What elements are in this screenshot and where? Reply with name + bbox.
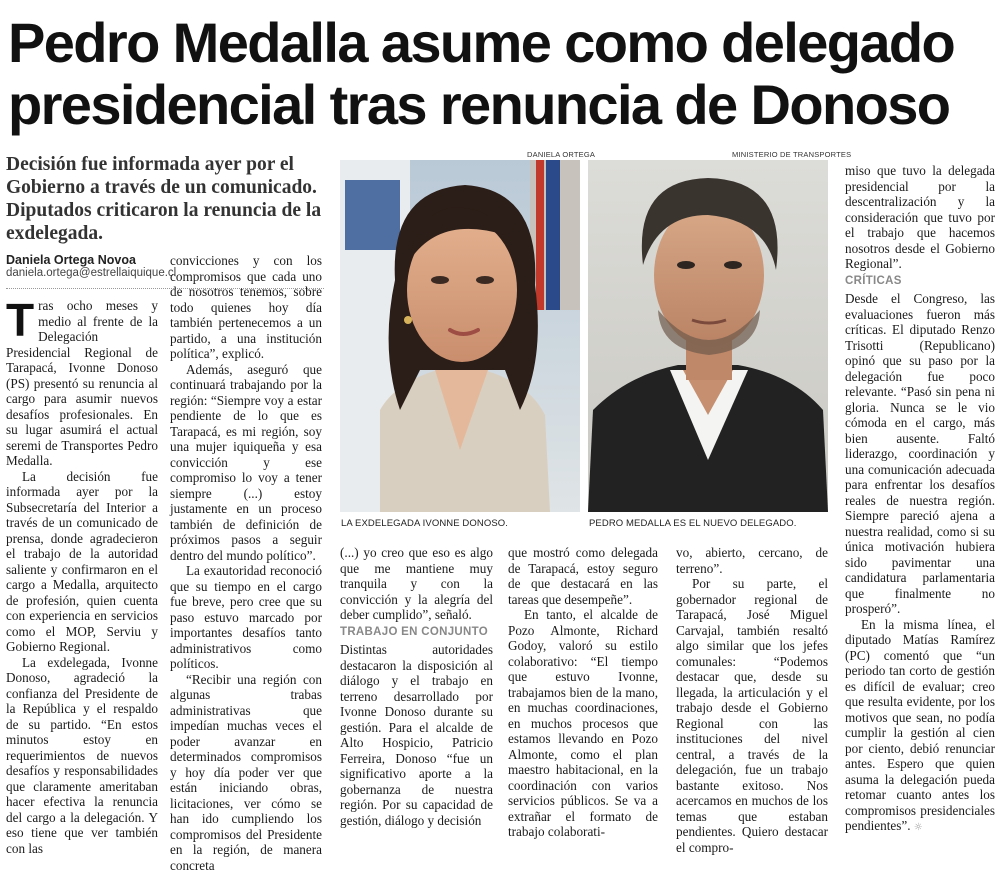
paragraph-text: que mostró como delegada de Tarapacá, estoy seguro de que destacará en las tareas que desempeñe”. <box>508 545 658 607</box>
article-paragraph <box>6 298 158 469</box>
paragraph-text: miso que tuvo la delegada presidencial por la descentralización y la consideración que tuvo por el trabajo que hacemos nosotros desde el Gobierno Regional”. <box>845 163 995 271</box>
paragraph-text: La exautoridad reconoció que su tiempo en el cargo fue breve, pero cree que su paso estuvo marcado por importantes desafíos tanto administrativos como políticos. <box>170 563 322 671</box>
paragraph-text: Distintas autoridades destacaron la disposición al diálogo y el trabajo en terreno desarrollado por Ivonne Donoso durante su gestión. Para el alcalde de Alto Hospicio, Patricio Ferreira, Donoso “fue un significativo aporte a la gobernanza de nuestra región. Por su capacidad de gestión, diálogo y decisión <box>340 642 493 828</box>
portrait-woman-image <box>340 160 580 512</box>
byline-author: Daniela Ortega Novoa <box>6 253 136 267</box>
article-paragraph <box>676 576 828 855</box>
paragraph-text: convicciones y con los compromisos que cada uno de nosotros tenemos, sobre todo quienes hoy día también pertenecemos a un partido, a una institución política”, explicó. <box>170 253 322 361</box>
paragraph-text: La exdelegada, Ivonne Donoso, agradeció la confianza del Presidente de la República y el respaldo de su partido. “En estos minutos estoy en requerimientos de nuevos desafíos y responsabilidades que claramente ameritaban hacer efectiva la renuncia del cargo a la delegación. Y eso tiene que ver también con las <box>6 655 158 856</box>
paragraph-text: (...) yo creo que eso es algo que me mantiene muy tranquila y con la convicción y la alegría del deber cumplido”, señaló. <box>340 545 493 622</box>
paragraph-text: Por su parte, el gobernador regional de Tarapacá, José Miguel Carvajal, también resaltó algo similar que los jefes comunales: “Podemos destacar que, desde su llegada, la articulación y el trabajo desde el Gobierno Regional con las instituciones del nivel central, a través de la delegación, fue un trabajo bastante exitoso. Nos acercamos en muchos de los temas que estaban pendientes. Quiero destacar el compro- <box>676 576 828 855</box>
article-paragraph <box>845 617 995 836</box>
article-paragraph <box>340 642 493 828</box>
article-paragraph <box>340 545 493 623</box>
photo-pedro-medalla <box>588 160 828 512</box>
paragraph-text: La decisión fue informada ayer por la Subsecretaría del Interior a través de un comunicado de prensa, donde agradecieron el trabajo de la autoridad saliente y confirmaron en el cargo a Medalla, arquitecto de profesión, quien cuenta con experiencia en servicios como el MOP, Serviu y Gobierno Regional. <box>6 469 158 655</box>
paragraph-text: En la misma línea, el diputado Matías Ramírez (PC) comentó que “un periodo tan corto de gestión es difícil de evaluar; creo que resulta evidente, por los motivos que sean, no podía cumplir la gestión al cien por ciento, debió renunciar antes. Espero que quien asuma la delegación pueda retomar cuanto antes los compromisos presidenciales pendientes”. <box>845 617 995 834</box>
byline-email[interactable]: daniela.ortega@estrellaiquique.cl <box>6 267 176 279</box>
photo-credit-donoso: DANIELA ORTEGA <box>527 150 595 159</box>
photo-ivonne-donoso <box>340 160 580 512</box>
photo-caption-donoso: LA EXDELEGADA IVONNE DONOSO. <box>341 518 508 529</box>
article-column-3 <box>340 545 493 828</box>
article-column-6 <box>845 163 995 836</box>
paragraph-text: “Recibir una región con algunas trabas administrativas que impedían muchas veces el poder avanzar en determinados compromisos y hoy día poder ver que están iniciando obras, licitaciones, ver cómo se han ido cumpliendo los compromisos del Presidente en la región, de manera concreta <box>170 672 322 873</box>
drop-cap: T <box>6 301 34 339</box>
article-paragraph <box>170 253 322 362</box>
article-column-4 <box>508 545 658 840</box>
paragraph-text: ras ocho meses y medio al frente de la Delegación Presidencial Regional de Tarapacá, Ivonne Donoso (PS) presentó su renuncia al cargo para asumir nuevos desafíos profesionales. En su lugar asumirá el actual seremi de Transportes Pedro Medalla. <box>6 298 158 468</box>
paragraph-text: En tanto, el alcalde de Pozo Almonte, Richard Godoy, valoró su estilo colaborativo: “El tiempo que estuvo Ivonne, trabajamos bien de la mano, en muchas coordinaciones, en muchos procesos que estamos llevando en Pozo Almonte, como el plan maestro habitacional, en la coordinación con varios servicios públicos. Se va a extrañar el formato de trabajo colaborati- <box>508 607 658 839</box>
article-paragraph <box>170 672 322 873</box>
article-paragraph <box>508 607 658 840</box>
article-paragraph <box>6 655 158 857</box>
article-column-5 <box>676 545 828 855</box>
article-paragraph <box>170 362 322 564</box>
article-paragraph <box>845 163 995 272</box>
photo-credit-medalla: MINISTERIO DE TRANSPORTES <box>732 150 851 159</box>
article-column-1 <box>6 298 158 856</box>
portrait-man-image <box>588 160 828 512</box>
headline: Pedro Medalla asume como delegado presidencial tras renuncia de Donoso <box>8 12 998 136</box>
article-paragraph <box>170 563 322 672</box>
article-column-2 <box>170 253 322 873</box>
photo-caption-medalla: PEDRO MEDALLA ES EL NUEVO DELEGADO. <box>589 518 796 529</box>
section-subhead: CRÍTICAS <box>845 274 995 290</box>
section-subhead: TRABAJO EN CONJUNTO <box>340 625 493 641</box>
paragraph-text: Desde el Congreso, las evaluaciones fueron más críticas. El diputado Renzo Trisotti (Republicano) opinó que su paso por la delegación fue poco relevante. “Pasó sin pena ni gloria. Nunca se le vio cómoda en el cargo, más bien ausente. Faltó liderazgo, coordinación y una comunicación adecuada para enfrentar los desafíos reales de nuestra región. Siempre pareció ajena a nuestra realidad, como si su única motivación hubiera sido pavimentar una candidatura parlamentaria que finalmente no prosperó”. <box>845 291 995 616</box>
end-mark-icon: ☼ <box>911 822 923 833</box>
article-paragraph <box>845 291 995 617</box>
deck-subtitle: Decisión fue informada ayer por el Gobierno a través de un comunicado. Diputados criticaron la renuncia de la exdelegada. <box>6 153 326 245</box>
paragraph-text: vo, abierto, cercano, de terreno”. <box>676 545 828 576</box>
article-paragraph <box>6 469 158 655</box>
article-paragraph <box>676 545 828 576</box>
paragraph-text: Además, aseguró que continuará trabajando por la región: “Siempre voy a estar pendiente de lo que es Tarapacá, es mi región, soy una mujer iquiqueña y esa convicción y ese compromiso lo voy a tener siempre (...) estoy justamente en un proceso también de definición de próximos pasos a seguir dentro del mundo político”. <box>170 362 322 563</box>
article-paragraph <box>508 545 658 607</box>
